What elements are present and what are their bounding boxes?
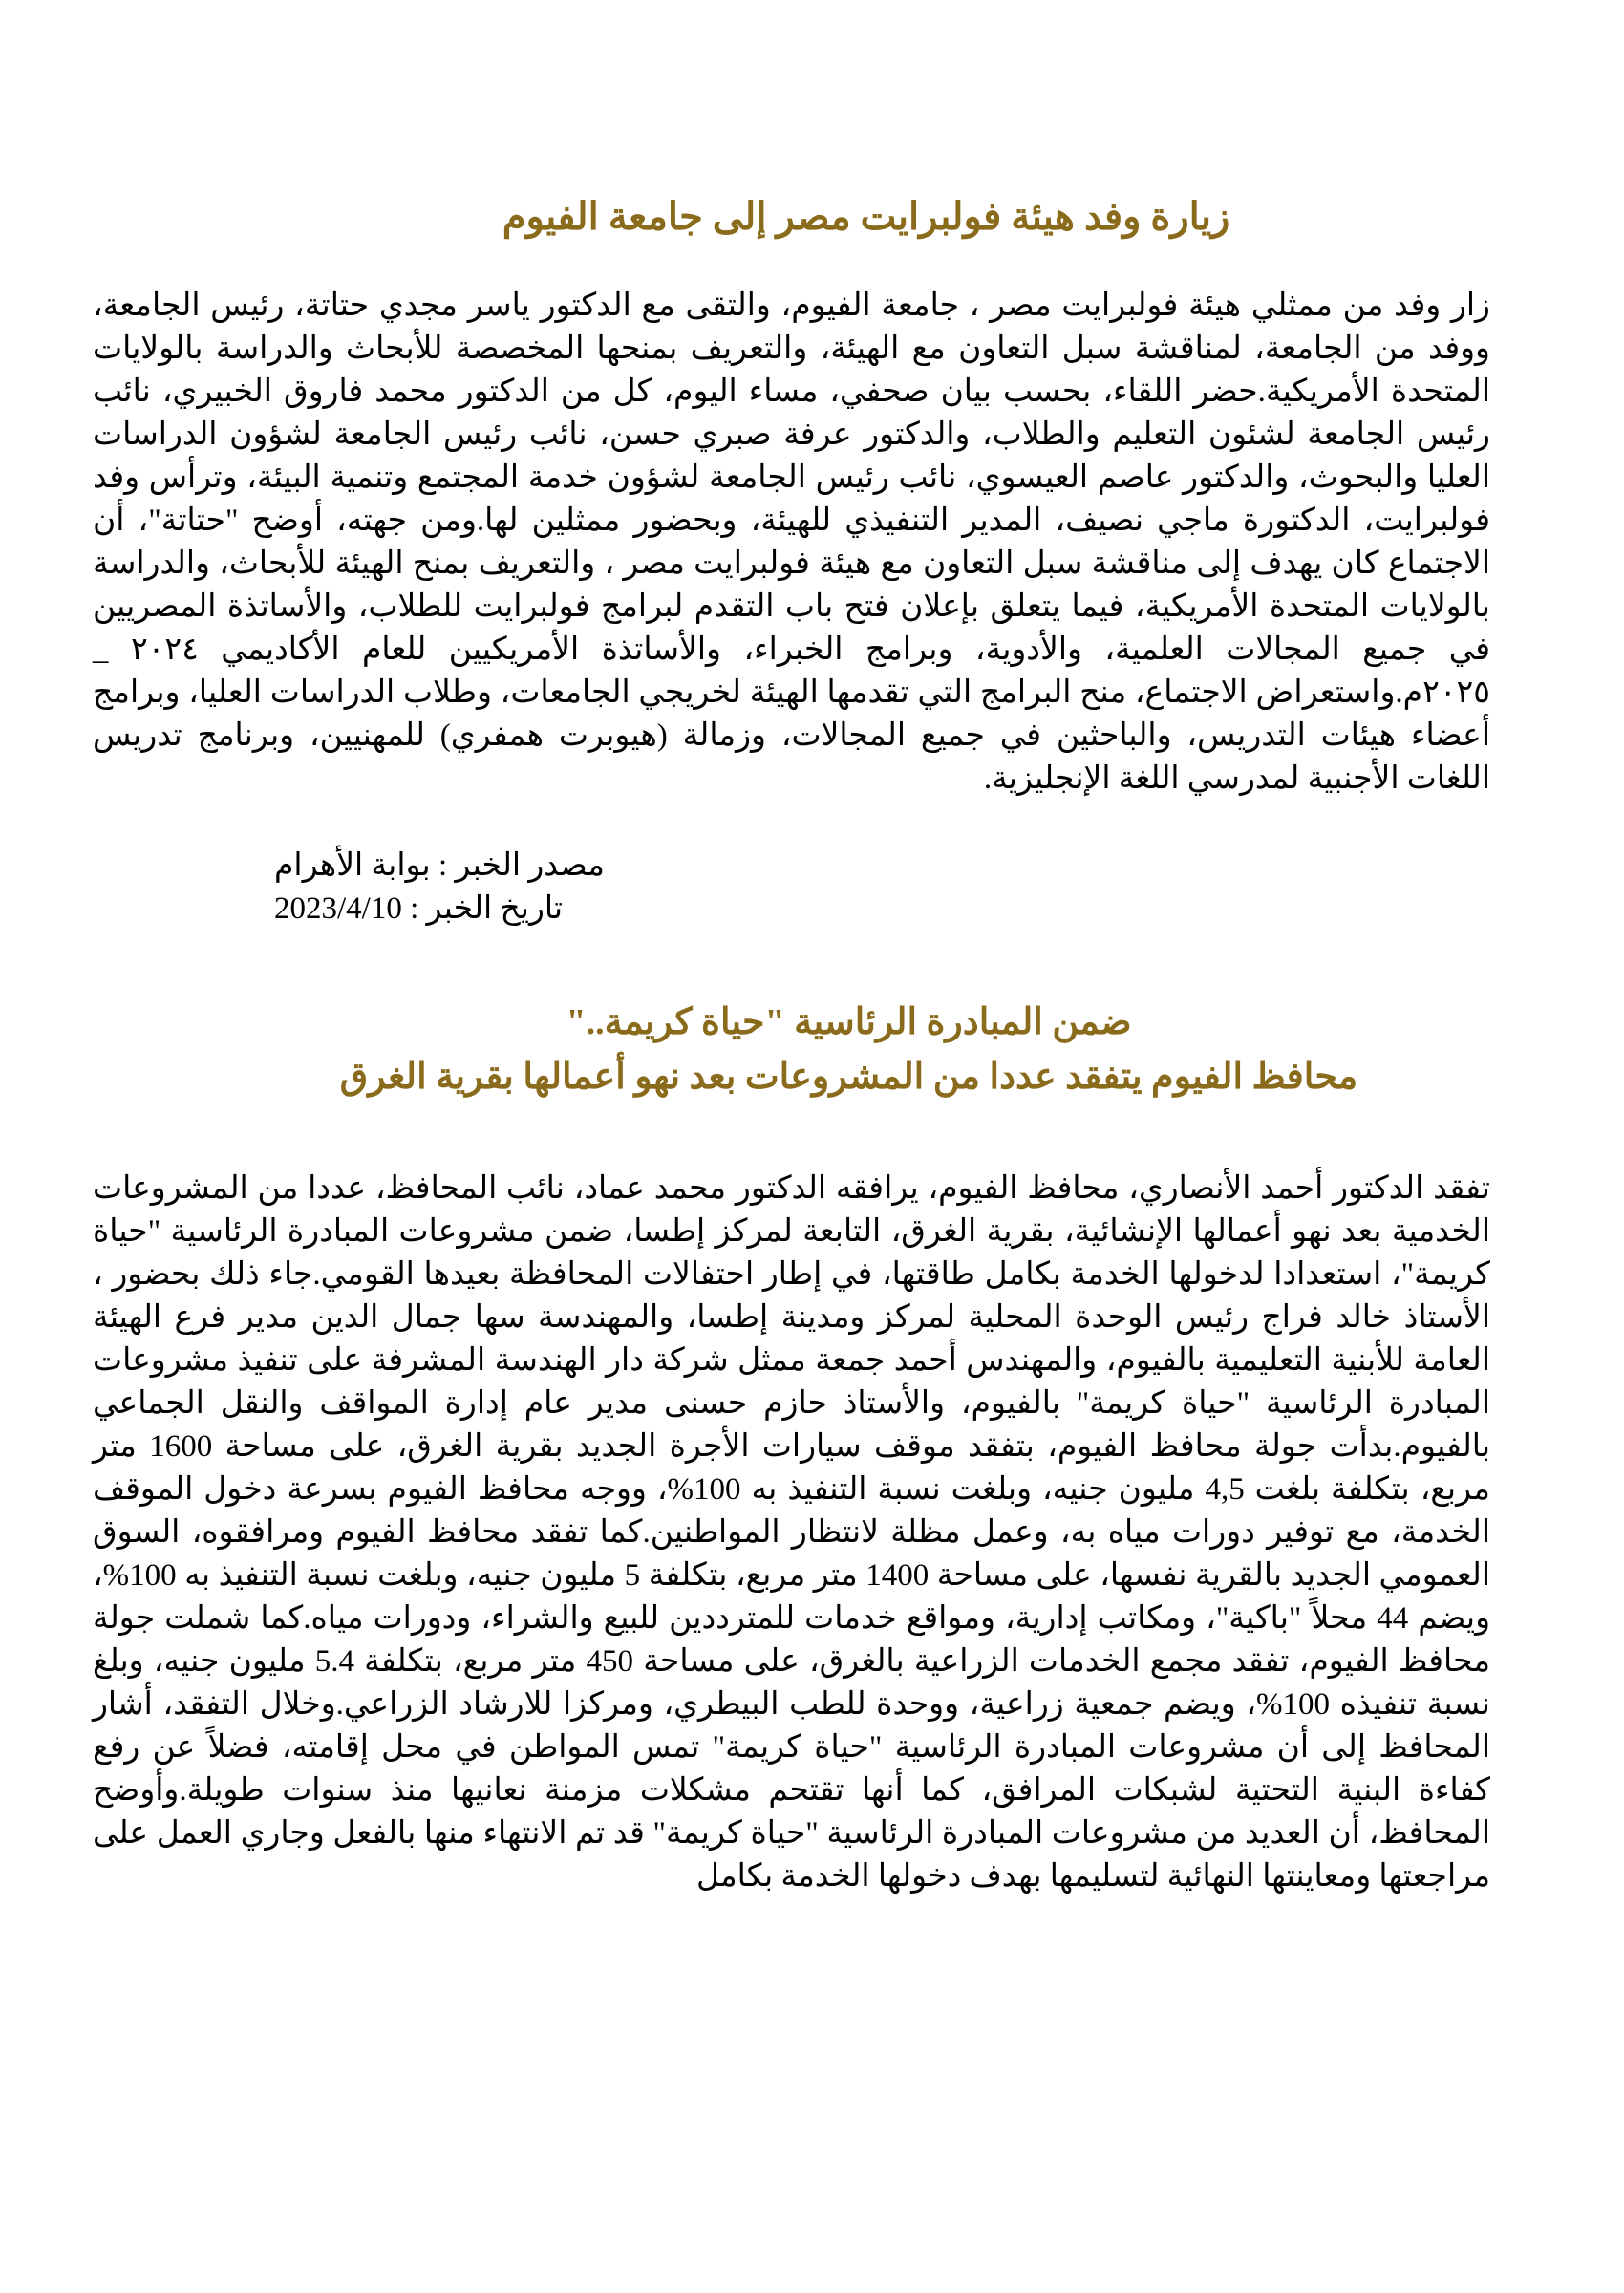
news-date-line: تاريخ الخبر : 2023/4/10 (274, 891, 564, 926)
article2-title-line2: محافظ الفيوم يتفقد عددا من المشروعات بعد نهو أعمالها بقرية الغرق (339, 1057, 1358, 1097)
article1-body: زار وفد من ممثلي هيئة فولبرايت مصر ، جامعة الفيوم، والتقى مع الدكتور ياسر مجدي حتاتة، رئيس الجامعة، ووفد من الجامعة، لمناقشة سبل التعاون مع الهيئة، والتعريف بمنحها المخصصة للأبحاث والدراسة بالولايات المتحدة الأمريكية.حضر اللقاء، بحسب بيان صحفي، مساء اليوم، كل من الدكتور محمد فاروق الخبيري، نائب رئيس الجامعة لشئون التعليم والطلاب، والدكتور عرفة صبري حسن، نائب رئيس الجامعة لشؤون الدراسات العليا والبحوث، والدكتور عاصم العيسوي، نائب رئيس الجامعة لشؤون خدمة المجتمع وتنمية البيئة، وترأس وفد فولبرايت، الدكتورة ماجي نصيف، المدير التنفيذي للهيئة، وبحضور ممثلين لها.ومن جهته، أوضح "حتاتة"، أن الاجتماع كان يهدف إلى مناقشة سبل التعاون مع هيئة فولبرايت مصر ، والتعريف بمنح الهيئة للأبحاث، والدراسة بالولايات المتحدة الأمريكية، فيما يتعلق بإعلان فتح باب التقدم لبرامج فولبرايت للطلاب، والأساتذة المصريين في جميع المجالات العلمية، والأدوية، وبرامج الخبراء، والأساتذة الأمريكيين للعام الأكاديمي ٢٠٢٤ _ ٢٠٢٥م.واستعراض الاجتماع، منح البرامج التي تقدمها الهيئة لخريجي الجامعات، وطلاب الدراسات العليا، وبرامج أعضاء هيئات التدريس، والباحثين في جميع المجالات، وزمالة (هيوبرت همفري) للمهنيين، وبرنامج تدريس اللغات الأجنبية لمدرسي اللغة الإنجليزية. (93, 289, 1490, 796)
article2-body: تفقد الدكتور أحمد الأنصاري، محافظ الفيوم، يرافقه الدكتور محمد عماد، نائب المحافظ، عددا من المشروعات الخدمية بعد نهو أعمالها الإنشائية، بقرية الغرق، التابعة لمركز إطسا، ضمن مشروعات المبادرة الرئاسية "حياة كريمة"، استعدادا لدخولها الخدمة بكامل طاقتها، في إطار احتفالات المحافظة بعيدها القومي.جاء ذلك بحضور ، الأستاذ خالد فراج رئيس الوحدة المحلية لمركز ومدينة إطسا، والمهندسة سها جمال الدين مدير فرع الهيئة العامة للأبنية التعليمية بالفيوم، والمهندس أحمد جمعة ممثل شركة دار الهندسة المشرفة على تنفيذ مشروعات المبادرة الرئاسية "حياة كريمة" بالفيوم، والأستاذ حازم حسنى مدير عام إدارة المواقف والنقل الجماعي بالفيوم.بدأت جولة محافظ الفيوم، بتفقد موقف سيارات الأجرة الجديد بقرية الغرق، على مساحة 1600 متر مربع، بتكلفة بلغت 4,5 مليون جنيه، وبلغت نسبة التنفيذ به 100%، ووجه محافظ الفيوم بسرعة دخول الموقف الخدمة، مع توفير دورات مياه به، وعمل مظلة لانتظار المواطنين.كما تفقد محافظ الفيوم ومرافقوه، السوق العمومي الجديد بالقرية نفسها، على مساحة 1400 متر مربع، بتكلفة 5 مليون جنيه، وبلغت نسبة التنفيذ به 100%، ويضم 44 محلاً "باكية"، ومكاتب إدارية، ومواقع خدمات للمترددين للبيع والشراء، ودورات مياه.كما شملت جولة محافظ الفيوم، تفقد مجمع الخدمات الزراعية بالغرق، على مساحة 450 متر مربع، بتكلفة 5.4 مليون جنيه، وبلغ نسبة تنفيذه 100%، ويضم جمعية زراعية، ووحدة للطب البيطري، ومركزا للارشاد الزراعي.وخلال التفقد، أشار المحافظ إلى أن مشروعات المبادرة الرئاسية "حياة كريمة" تمس المواطن في محل إقامته، فضلاً عن رفع كفاءة البنية التحتية لشبكات المرافق، كما أنها تقتحم مشكلات مزمنة نعانيها منذ سنوات طويلة.وأوضح المحافظ، أن العديد من مشروعات المبادرة الرئاسية "حياة كريمة" قد تم الانتهاء منها بالفعل وجاري العمل على مراجعتها ومعاينتها النهائية لتسليمها بهدف دخولها الخدمة بكامل (93, 1171, 1491, 1894)
news-source-line: مصدر الخبر : بوابة الأهرام (274, 848, 605, 883)
article1-title: زيارة وفد هيئة فولبرايت مصر إلى جامعة الفيوم (502, 195, 1230, 238)
article2-title-line1: ضمن المبادرة الرئاسية "حياة كريمة.." (566, 1002, 1132, 1042)
article2-title (150, 996, 1548, 1104)
article1-meta (274, 845, 1490, 931)
document-page (0, 191, 1624, 1898)
